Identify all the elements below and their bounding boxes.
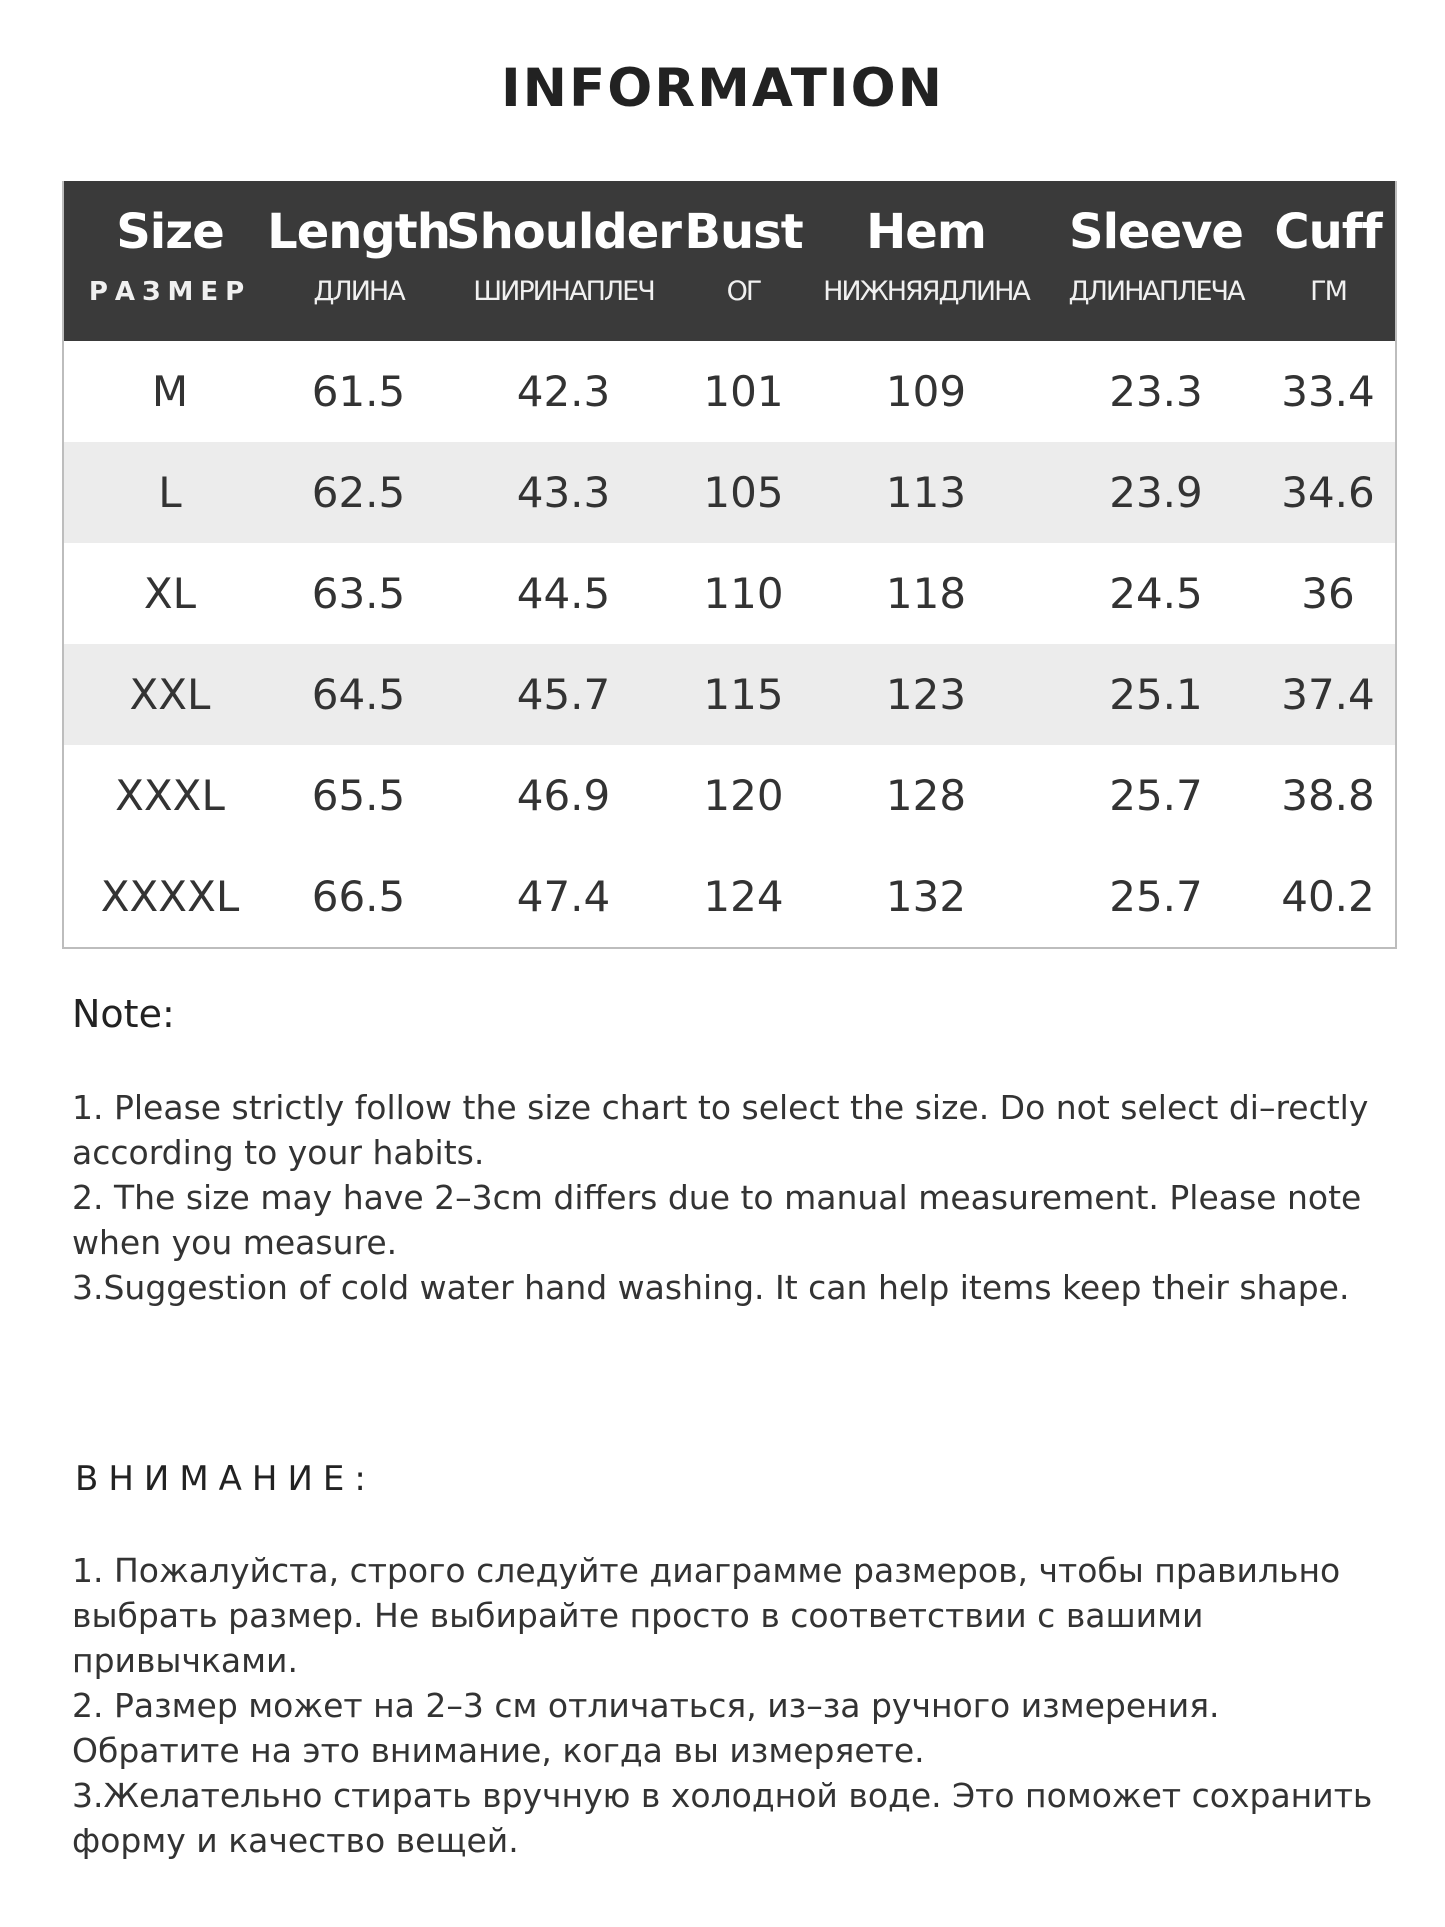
header-label: Size: [116, 204, 224, 260]
cell-length: 65.5: [311, 771, 406, 820]
cell-sleeve: 25.1: [1109, 670, 1203, 719]
table-row: [64, 846, 1395, 947]
header-sublabel: ДЛИНАПЛЕЧА: [1068, 276, 1244, 307]
cell-shoulder: 44.5: [516, 569, 611, 618]
header-hem: [801, 181, 1051, 341]
cell-sleeve: 25.7: [1109, 872, 1203, 921]
header-cuff: [1261, 181, 1395, 341]
table-row: [64, 644, 1395, 745]
cell-hem: 113: [885, 468, 967, 517]
cell-hem: 109: [885, 367, 967, 416]
cell-cuff: 38.8: [1281, 771, 1375, 820]
note-list: [72, 1085, 1372, 1310]
cell-bust: 115: [703, 670, 784, 719]
cell-shoulder: 45.7: [516, 670, 611, 719]
cell-cuff: 37.4: [1281, 670, 1375, 719]
cell-size: M: [151, 367, 189, 416]
table-row: [64, 341, 1395, 442]
cell-length: 62.5: [311, 468, 406, 517]
header-sublabel: ГМ: [1310, 276, 1346, 307]
cell-sleeve: 25.7: [1109, 771, 1203, 820]
cell-bust: 101: [703, 367, 784, 416]
note-item: 2. The size may have 2–3cm differs due to manual measurement. Please note when you measure.: [72, 1178, 1362, 1262]
cell-cuff: 40.2: [1281, 872, 1375, 921]
ru-note-heading: ВНИМАНИЕ:: [75, 1459, 376, 1499]
header-sublabel: РАЗМЕР: [88, 277, 252, 307]
size-table: [62, 181, 1397, 949]
note-heading: Note:: [72, 992, 175, 1036]
cell-sleeve: 24.5: [1109, 569, 1203, 618]
cell-size: XL: [143, 569, 197, 618]
header-label: Bust: [684, 204, 803, 260]
header-sublabel: ДЛИНА: [313, 276, 404, 307]
header-sublabel: НИЖНЯЯДЛИНА: [823, 276, 1029, 307]
cell-length: 64.5: [311, 670, 406, 719]
cell-bust: 110: [703, 569, 784, 618]
header-size: [64, 181, 276, 341]
cell-shoulder: 43.3: [516, 468, 611, 517]
cell-shoulder: 47.4: [516, 872, 611, 921]
cell-cuff: 33.4: [1281, 367, 1375, 416]
cell-size: L: [158, 468, 182, 517]
header-sublabel: ОГ: [726, 276, 761, 307]
cell-size: XXXXL: [100, 872, 240, 921]
header-label: Sleeve: [1069, 204, 1243, 260]
header-sleeve: [1051, 181, 1261, 341]
ru-note-item: 1. Пожалуйста, строго следуйте диаграмме размеров, чтобы правильно выбрать размер. Не выбирайте просто в соответствии с вашими привычками.: [72, 1551, 1341, 1680]
cell-hem: 123: [885, 670, 967, 719]
page-title: INFORMATION: [500, 58, 945, 119]
header-label: Hem: [866, 204, 986, 260]
header-bust: [686, 181, 801, 341]
cell-bust: 124: [703, 872, 784, 921]
cell-sleeve: 23.3: [1109, 367, 1203, 416]
cell-length: 63.5: [311, 569, 406, 618]
cell-cuff: 36: [1301, 569, 1355, 618]
ru-note-list: [72, 1548, 1382, 1863]
cell-bust: 105: [703, 468, 784, 517]
cell-length: 66.5: [311, 872, 406, 921]
cell-shoulder: 46.9: [516, 771, 611, 820]
ru-note-item: 3.Желательно стирать вручную в холодной воде. Это поможет сохранить форму и качество вещей.: [72, 1776, 1373, 1860]
cell-bust: 120: [703, 771, 784, 820]
ru-note-item: 2. Размер может на 2–3 см отличаться, из–за ручного измерения. Обратите на это внимание, когда вы измеряете.: [72, 1686, 1220, 1770]
header-shoulder: [441, 181, 686, 341]
table-row: [64, 745, 1395, 846]
header-length: [267, 181, 450, 341]
table-header: [64, 181, 1395, 341]
cell-size: XXL: [129, 670, 211, 719]
note-item: 3.Suggestion of cold water hand washing. It can help items keep their shape.: [72, 1268, 1350, 1307]
header-label: Length: [267, 204, 450, 260]
cell-length: 61.5: [311, 367, 406, 416]
cell-hem: 128: [885, 771, 967, 820]
cell-cuff: 34.6: [1281, 468, 1375, 517]
cell-size: XXXL: [115, 771, 225, 820]
header-label: Cuff: [1274, 204, 1382, 260]
table-row: [64, 442, 1395, 543]
cell-hem: 132: [885, 872, 967, 921]
header-sublabel: ШИРИНАПЛЕЧ: [473, 276, 654, 307]
header-label: Shoulder: [446, 204, 681, 260]
cell-shoulder: 42.3: [516, 367, 611, 416]
table-row: [64, 543, 1395, 644]
cell-sleeve: 23.9: [1109, 468, 1203, 517]
cell-hem: 118: [885, 569, 967, 618]
note-item: 1. Please strictly follow the size chart to select the size. Do not select di–rectly according to your habits.: [72, 1088, 1369, 1172]
